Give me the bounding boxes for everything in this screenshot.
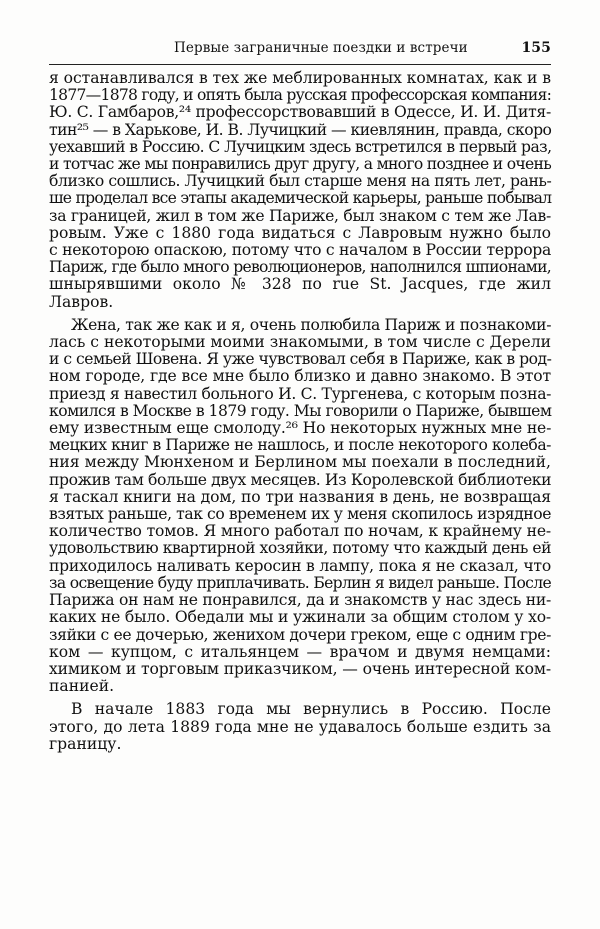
text-line: Париж, где было много революционеров, наполнился шпионами, [49, 258, 551, 277]
text-line: мецких книг в Париже не нашлось, и после некоторого колеба- [49, 436, 551, 455]
text-line: и тотчас же мы понравились друг другу, а много позднее и очень [49, 155, 551, 174]
text-line: удовольствию квартирной хозяйки, потому что каждый день ей [49, 539, 552, 558]
text-line: этого, до лета 1889 года мне не удавалось больше ездить за [49, 717, 551, 736]
paragraph-1 [49, 70, 551, 311]
text-line: комился в Москве в 1879 году. Мы говорили о Париже, бывшем [49, 401, 552, 420]
text-line: границу. [49, 734, 122, 753]
text-line: приезд я навестил больного И. С. Тургенева, с которым позна- [49, 384, 552, 403]
text-line: шнырявшими около № 328 по rue St. Jacques, где жил [49, 275, 551, 294]
paragraph-2 [49, 317, 551, 695]
text-line: ше проделал все этапы академической карьеры, раньше побывал [49, 189, 552, 208]
text-line: взятых раньше, так со временем их у меня скопилось изрядное [49, 505, 551, 524]
text-line: за освещение буду приплачивать. Берлин я видел раньше. После [49, 573, 551, 592]
text-line: 1877—1878 году, и опять была русская профессорская компания: [49, 86, 552, 105]
text-line: приходилось наливать керосин в лампу, пока я не сказал, что [49, 556, 551, 575]
text-line: Жена, так же как и я, очень полюбила Париж и познакоми- [71, 315, 552, 334]
text-line: уехавший в Россию. С Лучицким здесь встретился в первый раз, [49, 137, 552, 156]
text-line: я таскал книги на дом, по три названия в день, не возвращая [49, 487, 551, 506]
page-number: 155 [521, 40, 551, 56]
text-line: за границей, жил в том же Париже, был знаком с тем же Лав- [49, 206, 551, 225]
text-line: В начале 1883 года мы вернулись в Россию. После [71, 700, 551, 719]
text-line: ровым. Уже с 1880 года видаться с Лавровым нужно было [49, 223, 551, 242]
text-line: ком — купцом, с итальянцем — врачом и двумя немцами: [49, 642, 551, 661]
text-line: близко сошлись. Лучицкий был старше меня на пять лет, рань- [49, 172, 552, 191]
text-line: с некоторою опаскою, потому что с началом в России террора [49, 241, 551, 260]
text-line: тин²⁵ — в Харькове, И. В. Лучицкий — киевлянин, правда, скоро [49, 120, 552, 139]
paragraph-3 [49, 701, 551, 753]
running-title: Первые заграничные поездки и встречи [174, 40, 468, 56]
text-line: химиком и торговым приказчиком, — очень интересной ком- [49, 659, 551, 678]
body-text [49, 70, 551, 753]
text-line: зяйки с ее дочерью, женихом дочери греком, еще с одним гре- [49, 625, 551, 644]
text-line: панией. [49, 677, 115, 696]
text-line: лась с некоторыми моими знакомыми, в том числе с Дерели [49, 333, 551, 352]
header-rule [49, 64, 551, 65]
text-line: каких не было. Обедали мы и ужинали за общим столом у хо- [49, 608, 552, 627]
text-line: ном городе, где все мне было близко и давно знакомо. В этот [49, 367, 551, 386]
text-line: Парижа он нам не понравился, да и знакомств у нас здесь ни- [49, 591, 551, 610]
text-line: количество томов. Я много работал по ночам, к крайнему не- [49, 522, 551, 541]
text-line: прожив там больше двух месяцев. Из Королевской библиотеки [49, 470, 552, 489]
text-line: Ю. С. Гамбаров,²⁴ профессорствовавший в Одессе, И. И. Дитя- [49, 103, 551, 122]
text-line: ему известным еще смолоду.²⁶ Но некоторых нужных мне не- [49, 419, 552, 438]
text-line: ния между Мюнхеном и Берлином мы поехали в последний, [49, 453, 552, 472]
text-line: я останавливался в тех же меблированных комнатах, как и в [49, 69, 551, 87]
text-line: Лавров. [49, 292, 114, 311]
text-line: и с семьей Шовена. Я уже чувствовал себя в Париже, как в род- [49, 350, 552, 369]
page-header [49, 36, 551, 60]
